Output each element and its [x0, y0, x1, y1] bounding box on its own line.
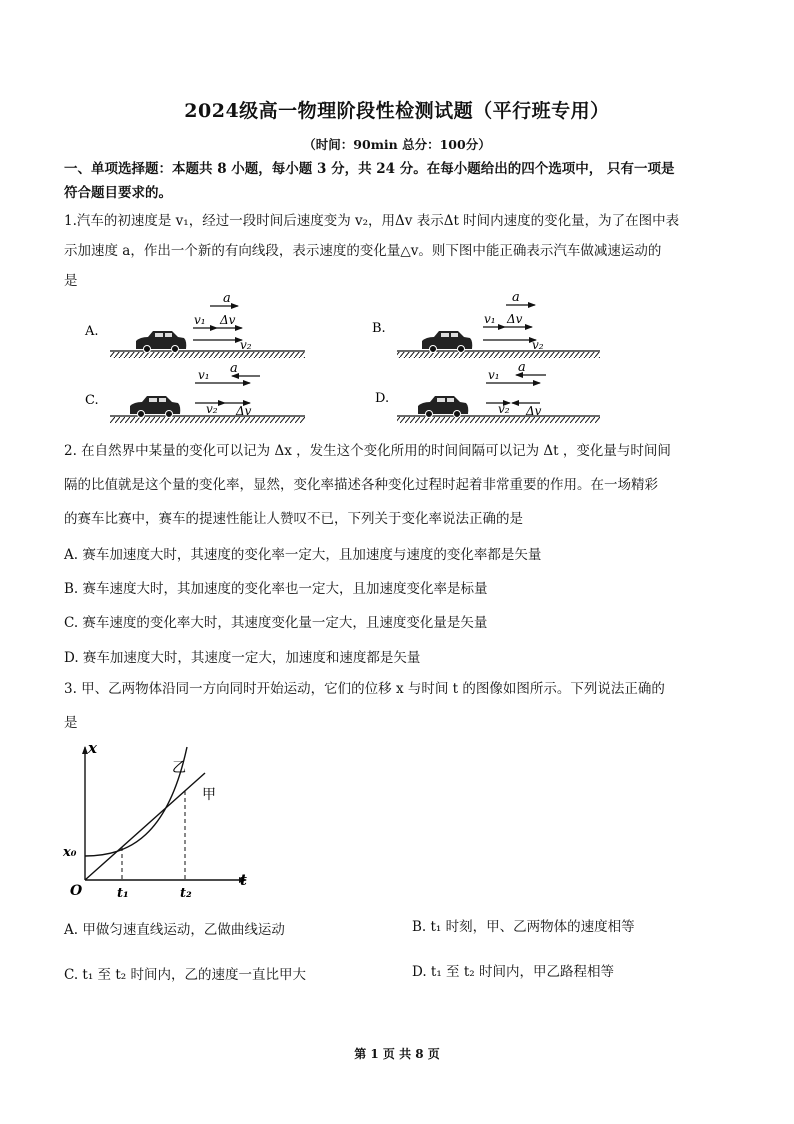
q3-option-b: B. t₁ 时刻，甲、乙两物体的速度相等	[412, 919, 635, 935]
exam-info: （时间：90min 总分：100分）	[303, 137, 491, 152]
page-number: 第 1 页 共 8 页	[354, 1047, 440, 1061]
q2-stem-line1: 2. 在自然界中某量的变化可以记为 Δx ，发生这个变化所用的时间间隔可以记为 Δt ，变化量与时间间	[64, 443, 671, 459]
q3-xt-graph	[60, 735, 260, 900]
t2-label: t₂	[180, 886, 192, 900]
q1-option-a-label: A.	[85, 324, 99, 339]
car-icon	[418, 396, 468, 418]
q2-option-c: C. 赛车速度的变化率大时，其速度变化量一定大，且速度变化量是矢量	[64, 615, 488, 631]
label-v1: v₁	[194, 313, 206, 327]
q3-option-d: D. t₁ 至 t₂ 时间内，甲乙路程相等	[412, 964, 614, 980]
label-v1: v₁	[488, 368, 500, 382]
car-icon	[136, 331, 186, 353]
q1-stem-line1: 1.汽车的初速度是 v₁，经过一段时间后速度变为 v₂，用Δv 表示Δt 时间内速度的变化量，为了在图中表	[64, 213, 680, 229]
axis-label-x: x	[88, 739, 97, 757]
q1-stem-line2: 示加速度 a，作出一个新的有向线段，表示速度的变化量△v。则下图中能正确表示汽车做减速运动的	[64, 243, 662, 259]
t1-label: t₁	[117, 886, 129, 900]
q3-option-c: C. t₁ 至 t₂ 时间内，乙的速度一直比甲大	[64, 967, 306, 983]
q1-figures	[60, 285, 620, 425]
x0-label: x₀	[63, 845, 77, 860]
label-a: a	[223, 291, 231, 306]
label-dv: Δv	[236, 404, 252, 418]
page-title: 2024级高一物理阶段性检测试题（平行班专用）	[184, 100, 610, 122]
q1-option-d-label: D.	[375, 391, 390, 406]
label-v1: v₁	[198, 368, 210, 382]
q2-option-b: B. 赛车速度大时，其加速度的变化率也一定大，且加速度变化率是标量	[64, 581, 488, 597]
car-icon	[130, 396, 180, 418]
car-icon	[422, 331, 472, 353]
label-v1: v₁	[484, 312, 496, 326]
label-v2: v₂	[206, 402, 218, 416]
q2-stem-line2: 隔的比值就是这个量的变化率，显然，变化率描述各种变化过程时起着非常重要的作用。在一场精彩	[64, 477, 658, 493]
label-v2: v₂	[240, 338, 252, 352]
q1-option-c-label: C.	[85, 393, 99, 408]
q2-option-a: A. 赛车加速度大时，其速度的变化率一定大，且加速度与速度的变化率都是矢量	[64, 547, 542, 563]
q3-stem-line2: 是	[64, 715, 78, 731]
q2-stem-line3: 的赛车比赛中，赛车的提速性能让人赞叹不已，下列关于变化率说法正确的是	[64, 511, 523, 527]
section-heading-line2: 符合题目要求的。	[64, 185, 172, 201]
origin-label: O	[70, 883, 83, 899]
line-jia	[85, 773, 205, 880]
label-a: a	[512, 290, 520, 305]
axis-label-t: t	[240, 871, 247, 889]
label-v2: v₂	[532, 338, 544, 352]
q3-stem-line1: 3. 甲、乙两物体沿同一方向同时开始运动，它们的位移 x 与时间 t 的图像如图所示。下列说法正确的	[64, 681, 665, 697]
label-dv: Δv	[526, 404, 542, 418]
label-a: a	[230, 361, 238, 376]
label-dv: Δv	[220, 313, 236, 327]
q2-option-d: D. 赛车加速度大时，其速度一定大，加速度和速度都是矢量	[64, 650, 421, 666]
label-v2: v₂	[498, 402, 510, 416]
label-a: a	[518, 360, 526, 375]
section-heading-line1: 一、单项选择题：本题共 8 小题，每小题 3 分，共 24 分。在每小题给出的四个选项中， 只有一项是	[64, 161, 675, 177]
label-jia: 甲	[202, 787, 216, 803]
q1-stem-line3: 是	[64, 273, 78, 289]
q3-option-a: A. 甲做匀速直线运动，乙做曲线运动	[64, 922, 285, 938]
label-yi: 乙	[172, 760, 186, 776]
q1-option-b-label: B.	[372, 321, 386, 336]
label-dv: Δv	[507, 312, 523, 326]
